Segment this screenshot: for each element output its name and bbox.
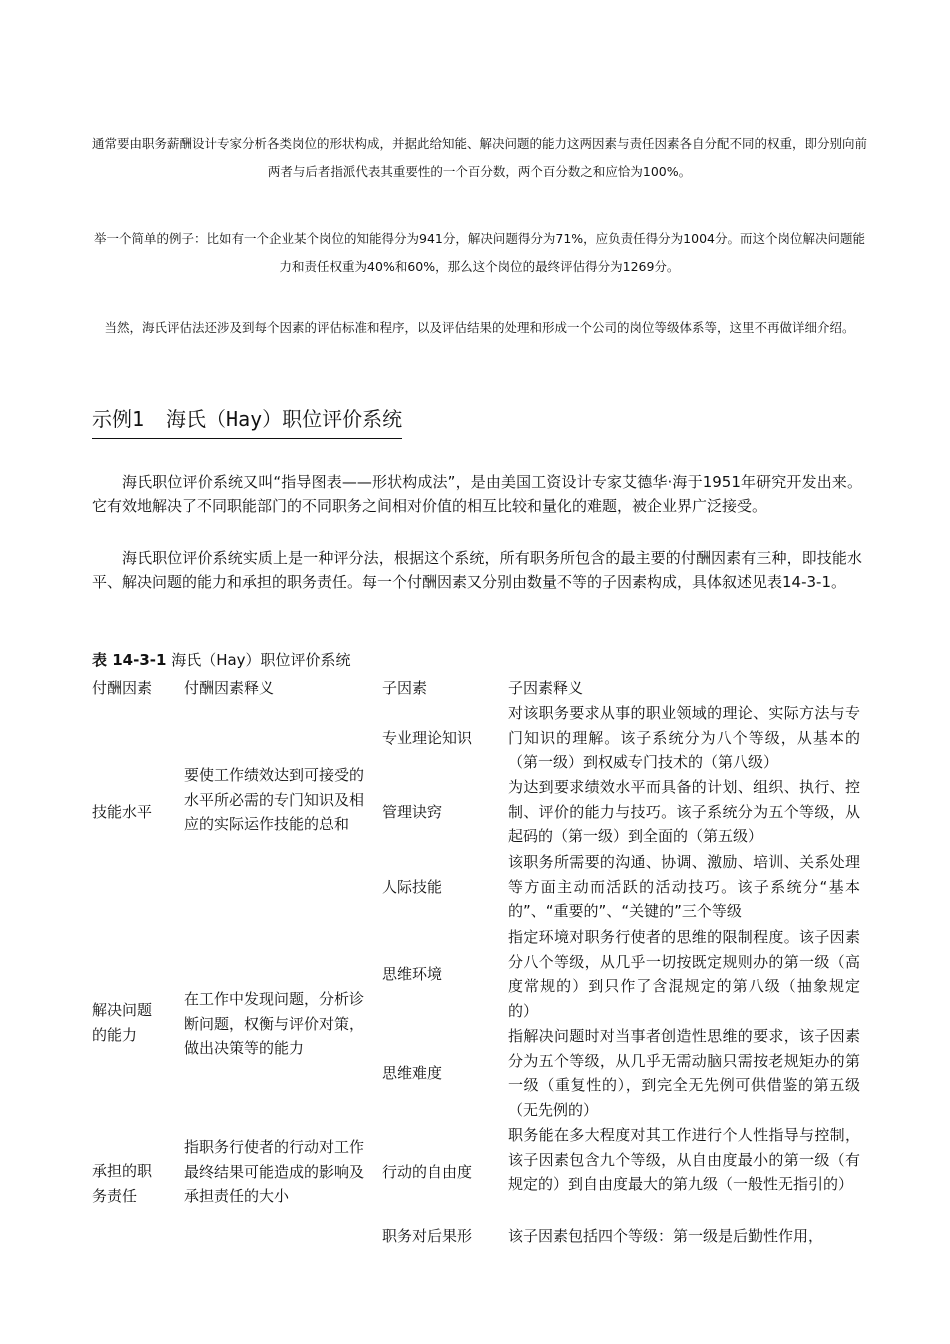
section-label: 示例1 [92, 407, 145, 431]
table-caption [92, 648, 351, 672]
table-header-factor-definition: 付酬因素释义 [184, 679, 275, 697]
factor-definition: 指职务行使者的行动对工作最终结果可能造成的影响及承担责任的大小 [184, 1138, 365, 1205]
subfactor-name: 思维难度 [382, 1064, 443, 1082]
subfactor-definition: 为达到要求绩效水平而具备的计划、组织、执行、控制、评价的能力与技巧。该子系统分为五个等级，从起码的（第一级）到全面的（第五级） [508, 778, 860, 845]
factor-name: 承担的职务责任 [92, 1162, 153, 1205]
body-paragraph-1: 海氏职位评价系统又叫“指导图表——形状构成法”，是由美国工资设计专家艾德华·海于1951年研究开发出来。它有效地解决了不同职能部门的不同职务之间相对价值的相互比较和量化的难题，被企业界广泛接受。 [92, 473, 862, 515]
section-title: 海氏（Hay）职位评价系统 [166, 407, 403, 431]
subfactor-name: 专业理论知识 [382, 729, 473, 747]
factor-definition: 要使工作绩效达到可接受的水平所必需的专门知识及相应的实际运作技能的总和 [184, 766, 365, 833]
subfactor-definition: 对该职务要求从事的职业领域的理论、实际方法与专门知识的理解。该子系统分为八个等级，从基本的（第一级）到权威专门技术的（第八级） [508, 704, 860, 771]
subfactor-name: 行动的自由度 [382, 1163, 473, 1181]
table-header-factor: 付酬因素 [92, 679, 153, 697]
subfactor-name: 思维环境 [382, 965, 443, 983]
subfactor-definition: 指定环境对职务行使者的思维的限制程度。该子因素分八个等级，从几乎一切按既定规则办的第一级（高度常规的）到只作了含混规定的第八级（抽象规定的） [508, 928, 860, 1020]
subfactor-definition: 职务能在多大程度对其工作进行个人性指导与控制，该子因素包含九个等级，从自由度最小的第一级（有规定的）到自由度最大的第九级（一般性无指引的） [508, 1126, 860, 1193]
table-header-subfactor: 子因素 [382, 679, 428, 697]
factor-name: 解决问题的能力 [92, 1001, 153, 1044]
intro-paragraph-2: 举一个简单的例子：比如有一个企业某个岗位的知能得分为941分，解决问题得分为71%，应负责任得分为1004分。而这个岗位解决问题能力和责任权重为40%和60%，那么这个岗位的最终评估得分为1269分。 [94, 231, 865, 274]
section-heading [92, 402, 402, 439]
factor-definition: 在工作中发现问题，分析诊断问题，权衡与评价对策，做出决策等的能力 [184, 990, 365, 1057]
subfactor-name: 人际技能 [382, 878, 443, 896]
intro-paragraph-1: 通常要由职务薪酬设计专家分析各类岗位的形状构成，并据此给知能、解决问题的能力这两因素与责任因素各自分配不同的权重，即分别向前两者与后者指派代表其重要性的一个百分数，两个百分数之和应恰为100%。 [92, 136, 868, 179]
subfactor-name: 职务对后果形 [382, 1227, 473, 1245]
factor-name: 技能水平 [92, 803, 153, 821]
table-header-subfactor-definition: 子因素释义 [508, 679, 584, 697]
subfactor-definition: 该职务所需要的沟通、协调、激励、培训、关系处理等方面主动而活跃的活动技巧。该子系统分“基本的”、“重要的”、“关键的”三个等级 [508, 853, 860, 920]
table-caption-label: 表 14-3-1 [92, 651, 167, 669]
body-paragraph-2: 海氏职位评价系统实质上是一种评分法，根据这个系统，所有职务所包含的最主要的付酬因素有三种，即技能水平、解决问题的能力和承担的职务责任。每一个付酬因素又分别由数量不等的子因素构成，具体叙述见表14-3-1。 [92, 549, 862, 591]
subfactor-definition: 该子因素包括四个等级：第一级是后勤性作用， [508, 1227, 824, 1245]
subfactor-name: 管理诀窍 [382, 803, 443, 821]
table-caption-title: 海氏（Hay）职位评价系统 [171, 651, 351, 669]
subfactor-definition: 指解决问题时对当事者创造性思维的要求，该子因素分为五个等级，从几乎无需动脑只需按老规矩办的第一级（重复性的），到完全无先例可供借鉴的第五级（无先例的） [508, 1027, 860, 1119]
intro-paragraph-3: 当然，海氏评估法还涉及到每个因素的评估标准和程序，以及评估结果的处理和形成一个公司的岗位等级体系等，这里不再做详细介绍。 [104, 320, 855, 335]
